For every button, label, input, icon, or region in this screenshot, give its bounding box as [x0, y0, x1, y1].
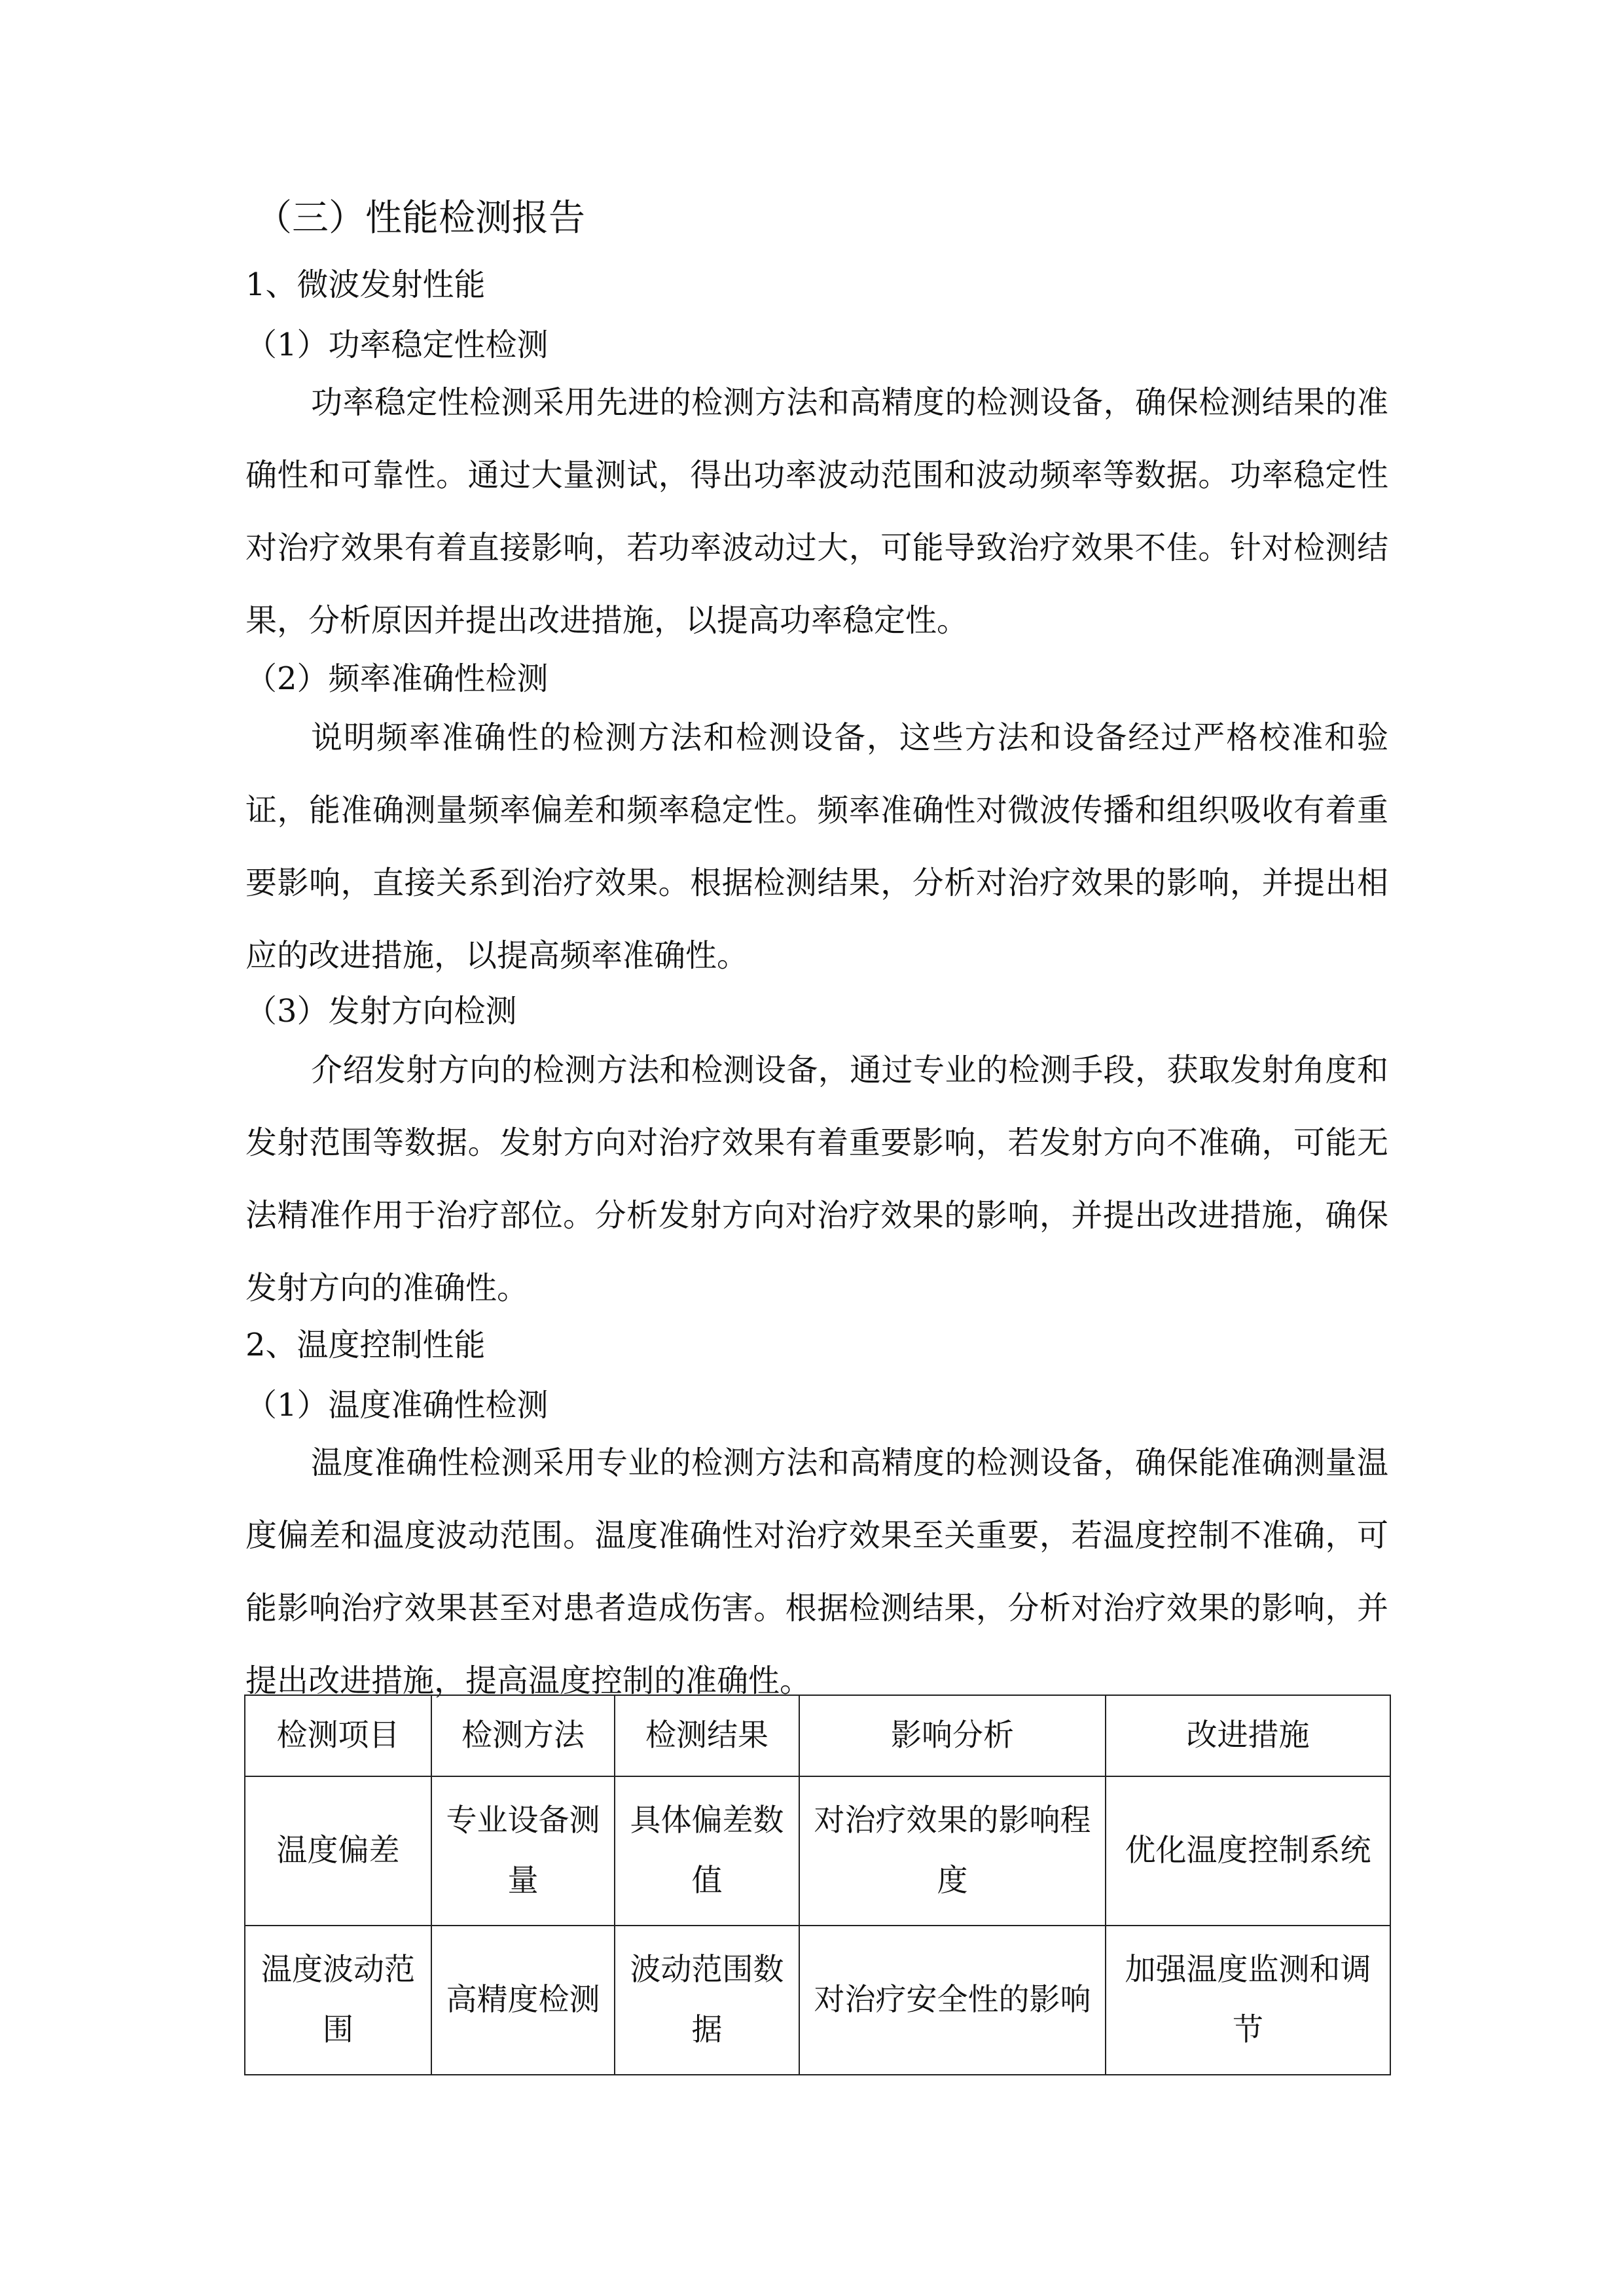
table-cell: 波动范围数据 [615, 1926, 799, 2075]
table-cell: 对治疗安全性的影响 [799, 1926, 1106, 2075]
part1-heading: 1、微波发射性能 [245, 266, 486, 303]
part1-sub3-body: 介绍发射方向的检测方法和检测设备，通过专业的检测手段，获取发射角度和发射范围等数据。发射方向对治疗效果有着重要影响，若发射方向不准确，可能无法精准作用于治疗部位。分析发射方向对治疗效果的影响，并提出改进措施，确保发射方向的准确性。 [245, 1052, 1388, 1306]
table-header-cell: 检测项目 [245, 1695, 431, 1776]
inspection-table [244, 1695, 1391, 2075]
part1-sub3-heading: （3）发射方向检测 [245, 993, 517, 1030]
part2-heading: 2、温度控制性能 [245, 1327, 486, 1363]
part1-sub2-heading: （2）频率准确性检测 [245, 660, 549, 697]
part2-sub1-body: 温度准确性检测采用专业的检测方法和高精度的检测设备，确保能准确测量温度偏差和温度波动范围。温度准确性对治疗效果至关重要，若温度控制不准确，可能影响治疗效果甚至对患者造成伤害。根据检测结果，分析对治疗效果的影响，并提出改进措施，提高温度控制的准确性。 [245, 1444, 1388, 1699]
part1-sub1-body: 功率稳定性检测采用先进的检测方法和高精度的检测设备，确保检测结果的准确性和可靠性。通过大量测试，得出功率波动范围和波动频率等数据。功率稳定性对治疗效果有着直接影响，若功率波动过大，可能导致治疗效果不佳。针对检测结果，分析原因并提出改进措施，以提高功率稳定性。 [245, 384, 1388, 639]
table-cell: 专业设备测量 [431, 1776, 615, 1926]
part2-sub1-heading: （1）温度准确性检测 [245, 1387, 549, 1424]
part1-sub1-heading: （1）功率稳定性检测 [245, 327, 549, 363]
table-header-cell: 检测方法 [431, 1695, 615, 1776]
section-title: （三）性能检测报告 [255, 197, 585, 240]
table-header-cell: 改进措施 [1106, 1695, 1390, 1776]
table-cell: 对治疗效果的影响程度 [799, 1776, 1106, 1926]
table-cell: 具体偏差数值 [615, 1776, 799, 1926]
table-cell: 优化温度控制系统 [1106, 1776, 1390, 1926]
table-header-row [245, 1695, 1390, 1776]
table-cell: 加强温度监测和调节 [1106, 1926, 1390, 2075]
table-cell: 高精度检测 [431, 1926, 615, 2075]
table-header-cell: 检测结果 [615, 1695, 799, 1776]
table-cell: 温度偏差 [245, 1776, 431, 1926]
table-row [245, 1926, 1390, 2075]
part1-sub2-body: 说明频率准确性的检测方法和检测设备，这些方法和设备经过严格校准和验证，能准确测量频率偏差和频率稳定性。频率准确性对微波传播和组织吸收有着重要影响，直接关系到治疗效果。根据检测结果，分析对治疗效果的影响，并提出相应的改进措施，以提高频率准确性。 [245, 719, 1388, 974]
table-cell: 温度波动范围 [245, 1926, 431, 2075]
table-row [245, 1776, 1390, 1926]
table-header-cell: 影响分析 [799, 1695, 1106, 1776]
